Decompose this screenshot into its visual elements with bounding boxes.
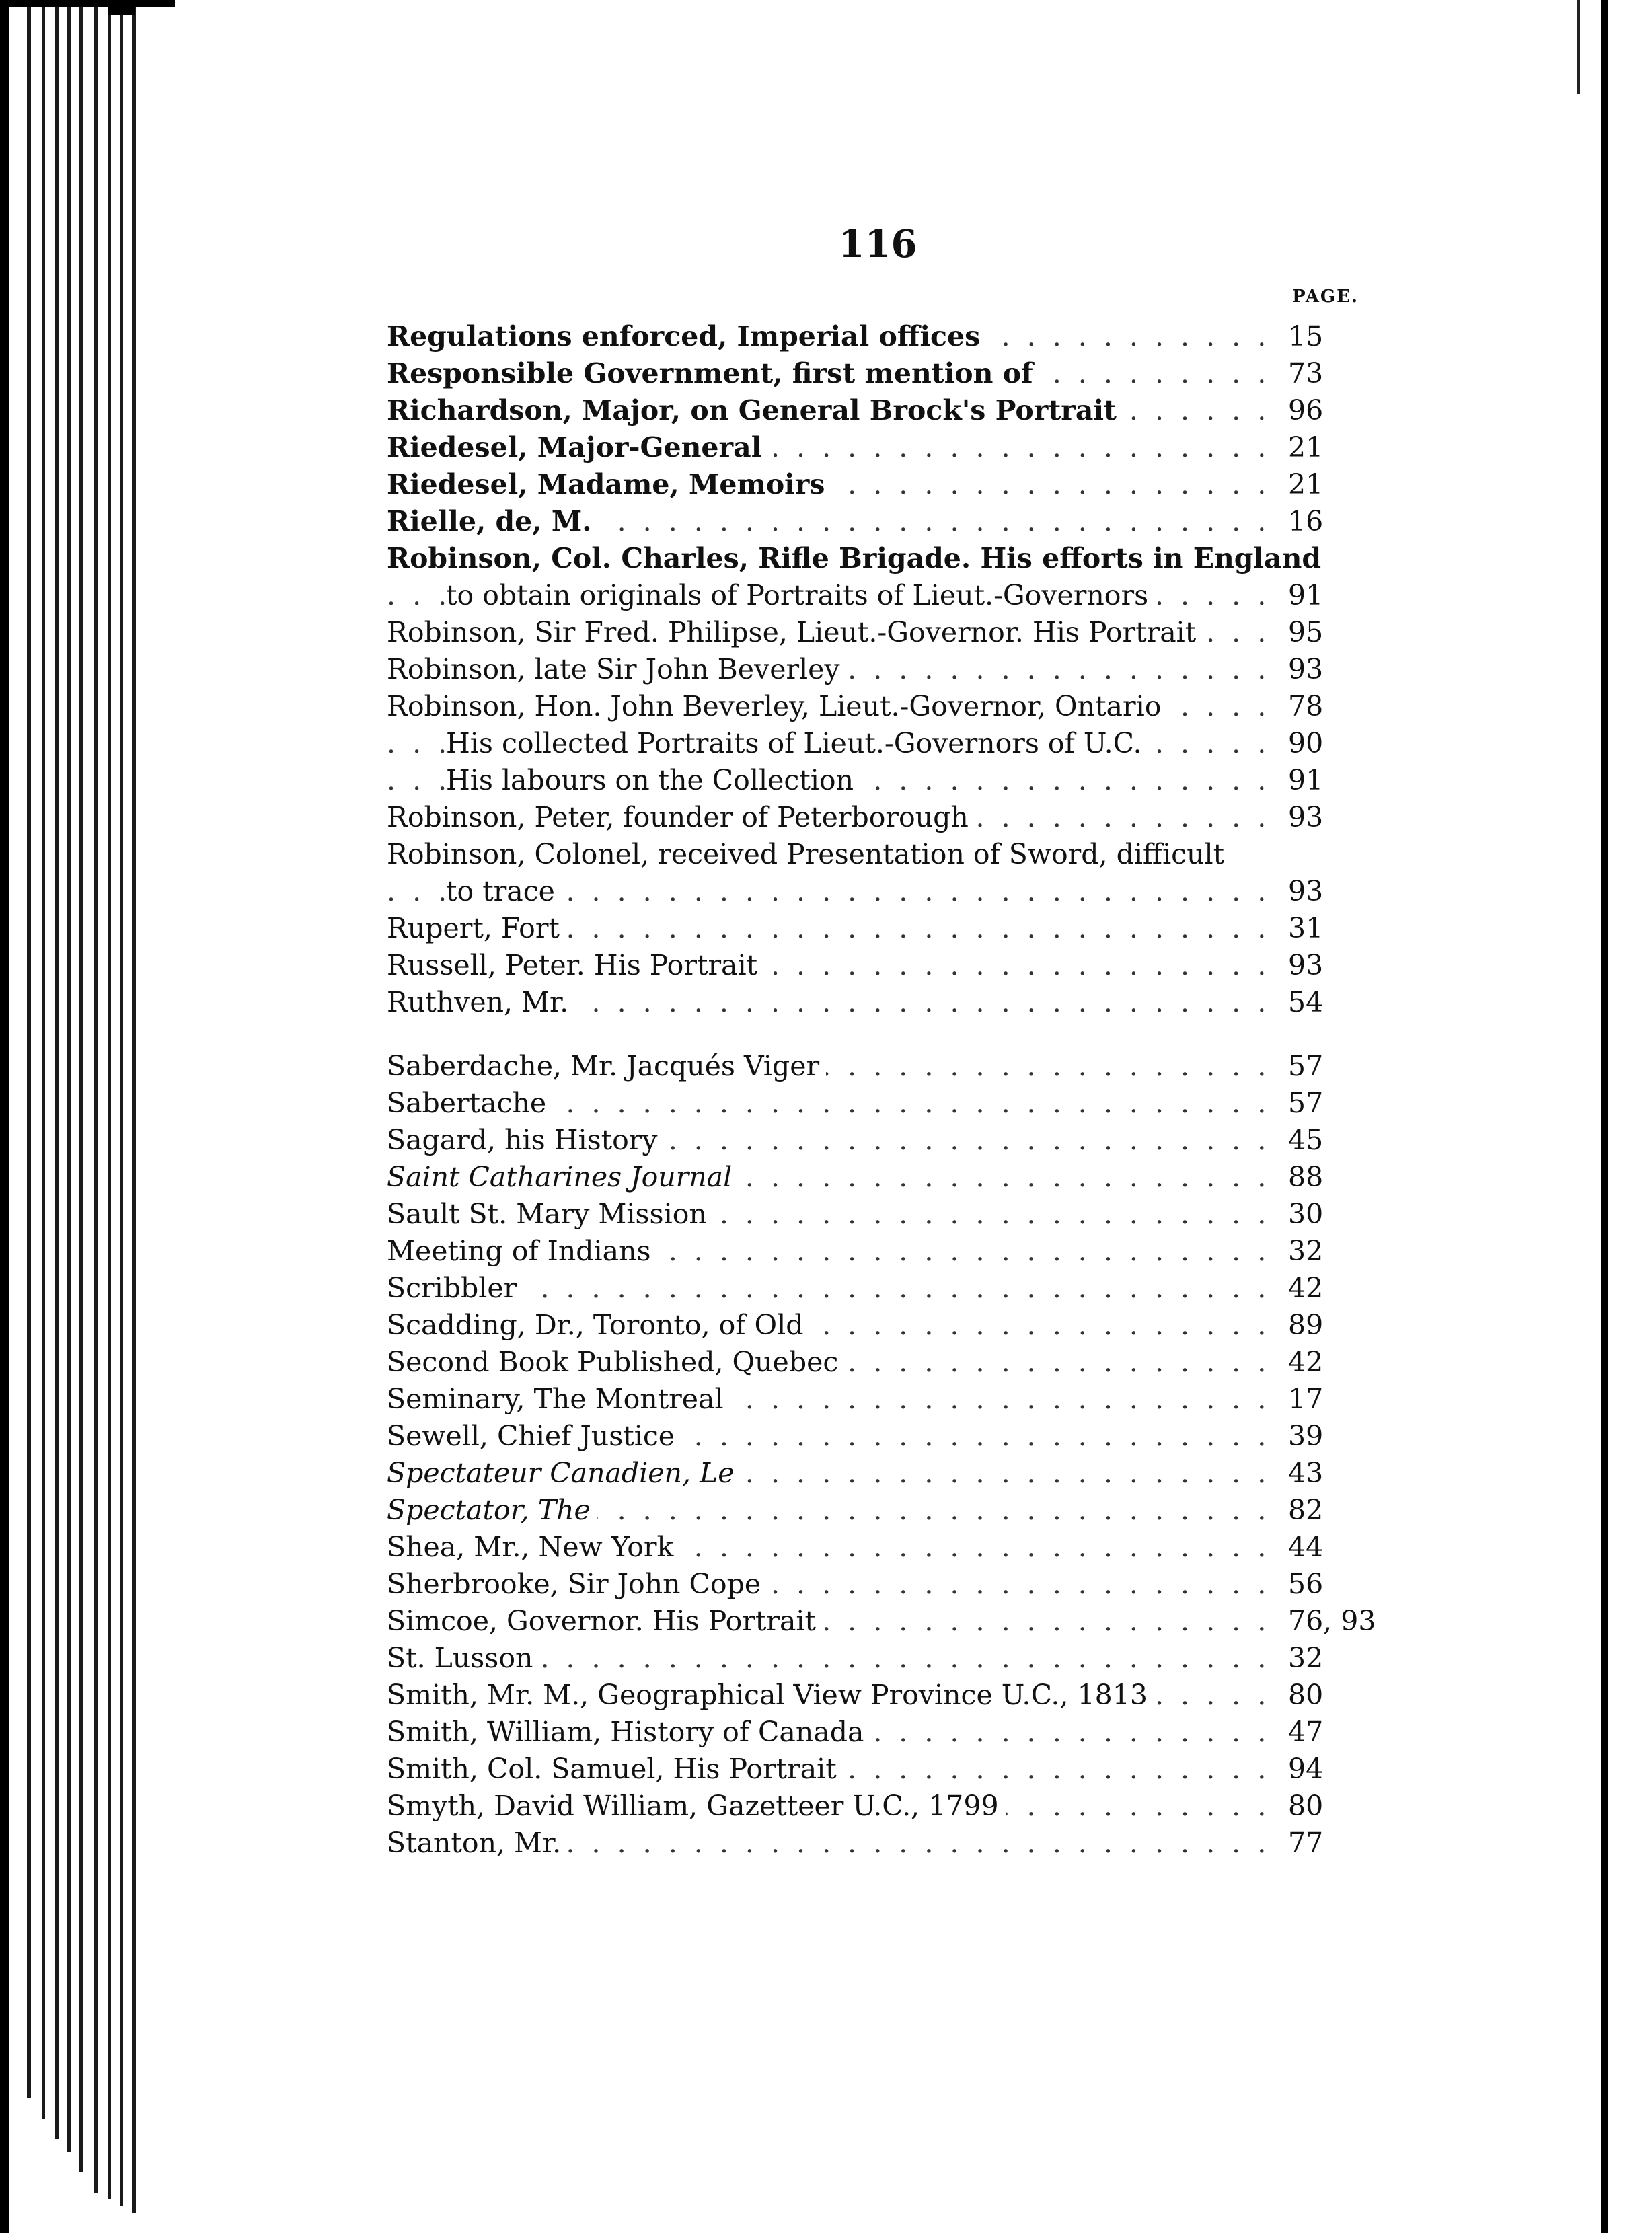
index-entry <box>387 1676 1365 1714</box>
index-entry <box>387 539 1365 577</box>
index-entry <box>387 502 1365 540</box>
index-entry <box>387 650 1365 688</box>
index-entry <box>387 465 1365 503</box>
entry-text: Responsible Government, first mention of <box>387 354 1040 392</box>
entry-page: 15 <box>1288 320 1324 352</box>
entry-page: 54 <box>1288 986 1324 1018</box>
index-entry <box>387 354 1365 392</box>
page-edge <box>120 0 123 2206</box>
entry-text: to obtain originals of Portraits of Lieut.-Governors <box>446 576 1155 614</box>
entry-text: Smith, William, History of Canada <box>387 1713 870 1751</box>
entry-page: 32 <box>1288 1642 1324 1674</box>
page-edge <box>79 0 83 2172</box>
right-border <box>1601 0 1608 2233</box>
page-edge <box>67 0 71 2152</box>
index-entry <box>387 1121 1365 1159</box>
entry-page: 77 <box>1288 1827 1324 1859</box>
entry-text: Smith, Mr. M., Geographical View Province U.C., 1813 <box>387 1676 1154 1714</box>
entry-text: Sewell, Chief Justice <box>387 1417 681 1455</box>
entry-page: 73 <box>1288 357 1324 389</box>
entry-page: 94 <box>1288 1753 1324 1785</box>
index-entry <box>387 428 1365 466</box>
entry-page: 80 <box>1288 1679 1324 1711</box>
entry-text: Stanton, Mr. <box>387 1824 568 1862</box>
index-entry <box>387 1417 1365 1455</box>
index-entry <box>387 872 1365 910</box>
page-edge <box>132 0 136 2213</box>
entry-page: 32 <box>1288 1235 1324 1267</box>
index-entry <box>387 983 1365 1021</box>
entry-text: Simcoe, Governor. His Portrait <box>387 1602 823 1640</box>
index-entry <box>387 761 1365 799</box>
entry-text: Robinson, Colonel, received Presentation of Sword, difficult <box>387 835 1231 873</box>
index-entry <box>387 1787 1365 1825</box>
entry-page: 78 <box>1288 690 1324 722</box>
entry-text: St. Lusson <box>387 1639 539 1677</box>
entry-page: 30 <box>1288 1198 1324 1230</box>
entry-text: Ruthven, Mr. <box>387 983 575 1021</box>
index-entry <box>387 576 1365 614</box>
entry-page: 16 <box>1288 505 1324 537</box>
entry-text: to trace <box>446 872 562 910</box>
index-entry <box>387 1565 1365 1603</box>
entry-page: 47 <box>1288 1716 1324 1748</box>
entry-text: Shea, Mr., New York <box>387 1528 680 1566</box>
index-entry <box>387 1713 1365 1751</box>
entry-page: 95 <box>1288 616 1324 648</box>
entry-text: Robinson, Sir Fred. Philipse, Lieut.-Governor. His Portrait <box>387 613 1203 651</box>
page-edge <box>27 0 31 2098</box>
entry-text: Smith, Col. Samuel, His Portrait <box>387 1750 843 1788</box>
entry-page: 44 <box>1288 1531 1324 1563</box>
entry-text: Sherbrooke, Sir John Cope <box>387 1565 767 1603</box>
page-number: 116 <box>838 222 917 266</box>
entry-text: Spectator, The <box>387 1491 597 1529</box>
index-entry <box>387 909 1365 947</box>
entry-text: Rielle, de, M. <box>387 502 598 540</box>
entry-page: 93 <box>1288 949 1324 981</box>
index-entry <box>387 1454 1365 1492</box>
index-entry <box>387 317 1365 355</box>
entry-text: Robinson, Col. Charles, Rifle Brigade. His efforts in England <box>387 539 1328 577</box>
entry-page: 76, 93 <box>1288 1605 1376 1637</box>
index-entry <box>387 724 1365 762</box>
entry-page: 89 <box>1288 1309 1324 1341</box>
entry-page: 90 <box>1288 727 1324 759</box>
index-entry <box>387 1343 1365 1381</box>
entry-page: 43 <box>1288 1457 1324 1489</box>
entry-text: Sagard, his History <box>387 1121 665 1159</box>
page-edge-top <box>0 0 175 7</box>
entry-text: Saberdache, Mr. Jacqués Viger <box>387 1047 826 1085</box>
page-edge <box>55 0 59 2139</box>
index-entry <box>387 1084 1365 1122</box>
entry-page: 42 <box>1288 1272 1324 1304</box>
index-entry <box>387 1306 1365 1344</box>
index-entry <box>387 1602 1376 1640</box>
index-entry <box>387 391 1365 429</box>
entry-page: 39 <box>1288 1420 1324 1452</box>
index-entry <box>387 1639 1365 1677</box>
entry-text: Seminary, The Montreal <box>387 1380 730 1418</box>
entry-text: Robinson, late Sir John Beverley <box>387 650 847 688</box>
index-entry <box>387 1047 1365 1085</box>
entry-text: Richardson, Major, on General Brock's Portrait <box>387 391 1123 429</box>
entry-text: Rupert, Fort <box>387 909 566 947</box>
entry-page: 82 <box>1288 1494 1324 1526</box>
entry-text: Meeting of Indians <box>387 1232 658 1270</box>
index-entry <box>387 1824 1365 1862</box>
entry-page: 96 <box>1288 394 1324 426</box>
index-entry <box>387 946 1365 984</box>
entry-text: Robinson, Hon. John Beverley, Lieut.-Governor, Ontario <box>387 687 1168 725</box>
index-entry <box>387 613 1365 651</box>
entry-text: Spectateur Canadien, Le <box>387 1454 741 1492</box>
entry-page: 93 <box>1288 653 1324 685</box>
entry-text: Sabertache <box>387 1084 553 1122</box>
page-edge-top <box>108 0 135 15</box>
index-entry <box>387 1232 1365 1270</box>
index-entry <box>387 1158 1365 1196</box>
right-border <box>1577 0 1580 94</box>
entry-page: 93 <box>1288 875 1324 907</box>
entry-text: Scadding, Dr., Toronto, of Old <box>387 1306 811 1344</box>
index-entry <box>387 1380 1365 1418</box>
entry-page: 88 <box>1288 1161 1324 1193</box>
index-entry <box>387 798 1365 836</box>
entry-page: 80 <box>1288 1790 1324 1822</box>
index-entry <box>387 1750 1365 1788</box>
entry-text: Riedesel, Madame, Memoirs <box>387 465 831 503</box>
entry-text: Scribbler <box>387 1269 523 1307</box>
page-edge <box>94 0 98 2193</box>
entry-page: 56 <box>1288 1568 1324 1600</box>
page-edge <box>0 0 9 2233</box>
entry-text: Sault St. Mary Mission <box>387 1195 714 1233</box>
entry-text: Riedesel, Major-General <box>387 428 768 466</box>
entry-text: Robinson, Peter, founder of Peterborough <box>387 798 975 836</box>
index-entry <box>387 1269 1365 1307</box>
index-entry <box>387 835 1365 873</box>
page-edge <box>108 0 111 2199</box>
entry-text: Smyth, David William, Gazetteer U.C., 1799 <box>387 1787 1006 1825</box>
entry-text: Regulations enforced, Imperial offices <box>387 317 987 355</box>
entry-page: 31 <box>1288 912 1324 944</box>
entry-page: 91 <box>1288 579 1324 611</box>
entry-page: 45 <box>1288 1124 1324 1156</box>
entry-page: 17 <box>1288 1383 1324 1415</box>
entry-text: His labours on the Collection <box>446 761 860 799</box>
entry-page: 91 <box>1288 764 1324 796</box>
entry-page: 57 <box>1288 1087 1324 1119</box>
index-entry <box>387 687 1365 725</box>
index-entry <box>387 1195 1365 1233</box>
entry-text: Saint Catharines Journal <box>387 1158 739 1196</box>
entry-text: His collected Portraits of Lieut.-Governors of U.C. <box>446 724 1149 762</box>
entry-page: 21 <box>1288 431 1324 463</box>
index-entry <box>387 1528 1365 1566</box>
entry-page: 42 <box>1288 1346 1324 1378</box>
entry-page: 57 <box>1288 1050 1324 1082</box>
column-heading: PAGE. <box>1292 287 1359 307</box>
page-edge <box>42 0 45 2119</box>
entry-page: 93 <box>1288 801 1324 833</box>
entry-text: Russell, Peter. His Portrait <box>387 946 764 984</box>
index-entry <box>387 1491 1365 1529</box>
entry-text: Second Book Published, Quebec <box>387 1343 845 1381</box>
entry-page: 21 <box>1288 468 1324 500</box>
